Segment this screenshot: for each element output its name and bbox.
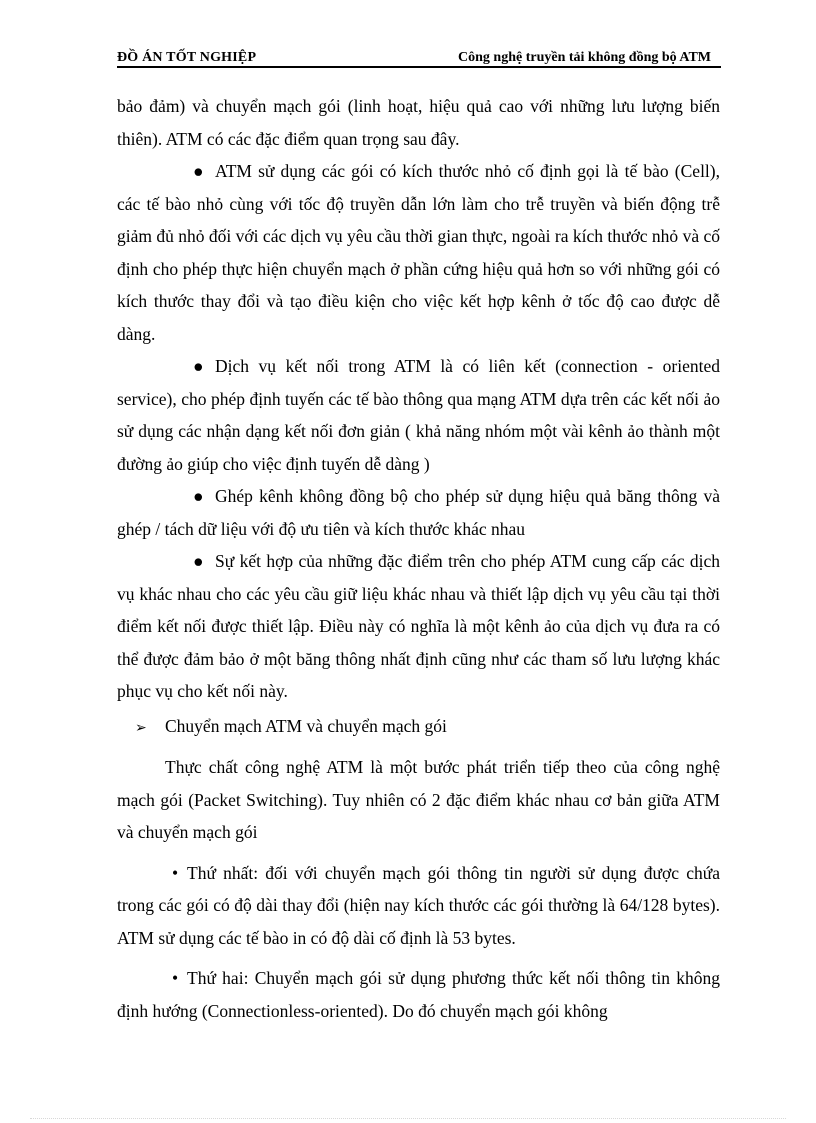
bullet-text: ATM sử dụng các gói có kích thước nhỏ cố định gọi là tế bào (Cell), các tế bào nhỏ cùng với tốc độ truyền dẫn lớn làm cho trễ truyền và biến động trễ giảm đủ nhỏ đối với các dịch vụ yêu cầu thời gian thực, ngoài ra kích thước nhỏ và cố định cho phép thực hiện chuyển mạch ở phần cứng hiệu quả hơn so với những gói có kích thước thay đổi và tạo điều kiện cho việc kết hợp kênh ở tốc độ cao được dễ dàng.	[117, 161, 720, 344]
section-heading	[117, 710, 720, 746]
sub-bullet-item	[117, 962, 720, 1027]
header-left-title: ĐỒ ÁN TỐT NGHIỆP	[117, 50, 257, 65]
bullet-icon: ●	[193, 551, 204, 571]
document-body	[117, 90, 720, 1027]
bullet-text: Ghép kênh không đồng bộ cho phép sử dụng hiệu quả băng thông và ghép / tách dữ liệu với độ ưu tiên và kích thước khác nhau	[117, 486, 720, 539]
bullet-icon: ●	[193, 356, 204, 376]
sub-bullet-text: Thứ hai: Chuyển mạch gói sử dụng phương thức kết nối thông tin không định hướng (Connectionless-oriented). Do đó chuyển mạch gói không	[117, 968, 720, 1021]
page-header	[117, 48, 721, 68]
small-bullet-icon: •	[172, 968, 179, 988]
sub-bullet-item	[117, 857, 720, 955]
header-right-title: Công nghệ truyền tải không đồng bộ ATM	[458, 50, 711, 65]
paragraph-intro: bảo đảm) và chuyển mạch gói (linh hoạt, hiệu quả cao với những lưu lượng biến thiên). ATM có các đặc điểm quan trọng sau đây.	[117, 96, 720, 149]
section-heading-text: Chuyển mạch ATM và chuyển mạch gói	[165, 715, 447, 736]
bullet-icon: ●	[193, 486, 204, 506]
bullet-item	[117, 155, 720, 350]
arrow-icon: ➢	[135, 720, 147, 736]
bullet-item	[117, 545, 720, 708]
page-bottom-divider	[30, 1118, 786, 1119]
bullet-text: Dịch vụ kết nối trong ATM là có liên kết (connection - oriented service), cho phép định tuyến các tế bào thông qua mạng ATM dựa trên các kết nối ảo sử dụng các nhận dạng kết nối đơn giản ( khả năng nhóm một vài kênh ảo thành một đường ảo giúp cho việc định tuyến dễ dàng )	[117, 356, 720, 474]
bullet-item	[117, 480, 720, 545]
sub-bullet-text: Thứ nhất: đối với chuyển mạch gói thông tin người sử dụng được chứa trong các gói có độ dài thay đổi (hiện nay kích thước các gói thường là 64/128 bytes). ATM sử dụng các tế bào in có độ dài cố định là 53 bytes.	[117, 862, 720, 948]
bullet-text: Sự kết hợp của những đặc điểm trên cho phép ATM cung cấp các dịch vụ khác nhau cho các yêu cầu giữ liệu khác nhau và thiết lập dịch vụ yêu cầu tại thời điểm kết nối được thiết lập. Điều này có nghĩa là một kênh ảo của dịch vụ đưa ra có thể được đảm bảo ở một băng thông nhất định cũng như các tham số lưu lượng khác phục vụ cho kết nối này.	[117, 551, 720, 701]
bullet-item	[117, 350, 720, 480]
paragraph-comparison: Thực chất công nghệ ATM là một bước phát triển tiếp theo của công nghệ mạch gói (Packet Switching). Tuy nhiên có 2 đặc điểm khác nhau cơ bản giữa ATM và chuyển mạch gói	[117, 757, 720, 842]
small-bullet-icon: •	[172, 862, 179, 883]
bullet-icon: ●	[193, 161, 204, 181]
